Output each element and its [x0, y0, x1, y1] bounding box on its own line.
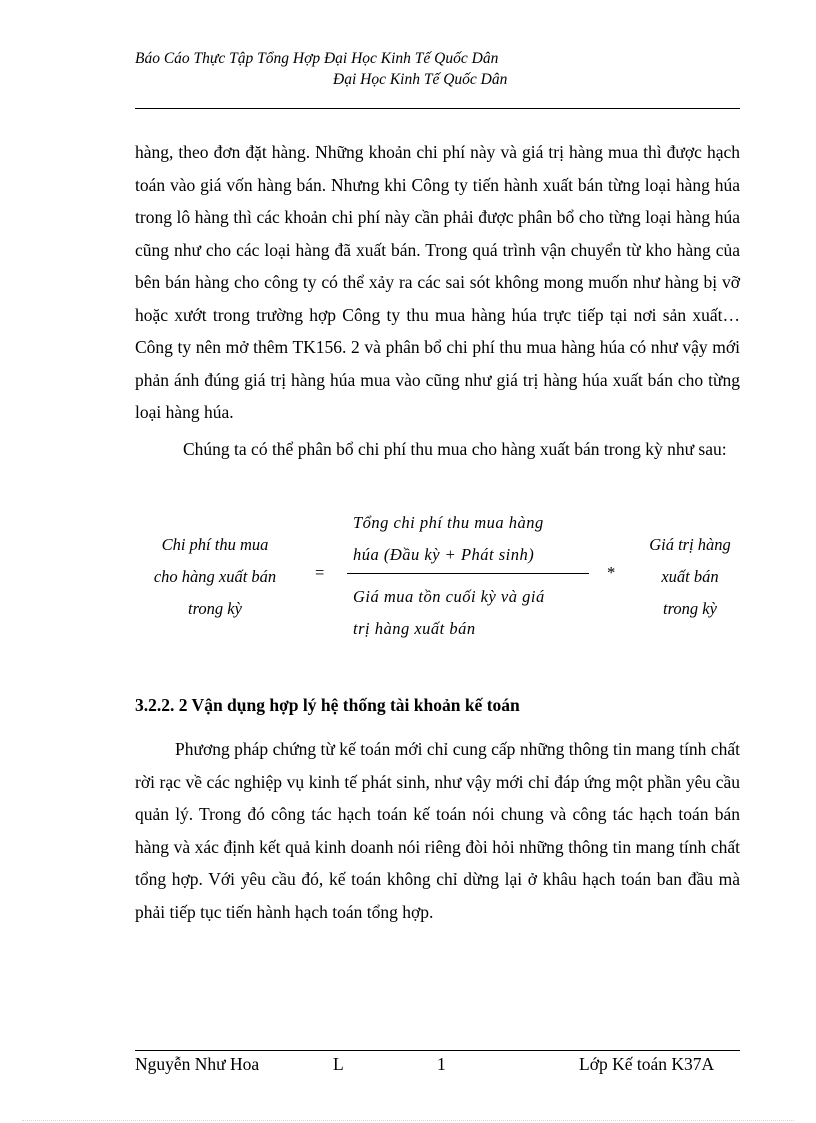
footer-divider: [135, 1050, 740, 1051]
paragraph-3: Phương pháp chứng từ kế toán mới chỉ cung cấp những thông tin mang tính chất rời rạc về các nghiệp vụ kinh tế phát sinh, như vậy mới chỉ đáp ứng một phần yêu cầu quản lý. Trong đó công tác hạch toán kế toán nói chung và công tác hạch toán bán hàng và xác định kết quả kinh doanh nói riêng đòi hỏi những thông tin mang tính chất tổng hợp. Với yêu cầu đó, kế toán không chỉ dừng lại ở khâu hạch toán ban đầu mà phải tiếp tục tiến hành hạch toán tổng hợp.: [135, 739, 740, 922]
paragraph-2: Chúng ta có thể phân bổ chi phí thu mua cho hàng xuất bán trong kỳ như sau:: [183, 439, 727, 459]
allocation-formula: [135, 505, 740, 645]
page-number: 1: [437, 1054, 446, 1074]
formula-left-line-1: Chi phí thu mua: [161, 535, 269, 554]
formula-left-line-3: trong kỳ: [188, 599, 242, 618]
page-header: [135, 48, 740, 90]
formula-denominator: [353, 581, 593, 645]
formula-fraction-bar: [347, 573, 589, 574]
formula-left-line-2: cho hàng xuất bán: [153, 567, 277, 586]
formula-numerator-line-1: Tổng chi phí thu mua hàng: [353, 513, 544, 532]
formula-equals-sign: =: [315, 563, 325, 582]
header-line-2: Đại Học Kinh Tế Quốc Dân: [333, 71, 508, 88]
formula-right-term: [635, 529, 745, 625]
formula-right-line-3: trong kỳ: [663, 599, 717, 618]
formula-right-line-2: xuất bán: [661, 567, 719, 586]
header-divider: [135, 108, 740, 109]
formula-numerator: [353, 507, 593, 571]
formula-left-term: [135, 529, 295, 625]
section-heading: 3.2.2. 2 Vận dụng hợp lý hệ thống tài khoản kế toán: [135, 695, 520, 715]
paragraph-1: hàng, theo đơn đặt hàng. Những khoản chi phí này và giá trị hàng mua thì được hạch toán vào giá vốn hàng bán. Nhưng khi Công ty tiến hành xuất bán từng loại hàng húa trong lô hàng thì các khoản chi phí này cần phải được phân bổ cho từng loại hàng húa cũng như cho các loại hàng đã xuất bán. Trong quá trình vận chuyển từ kho hàng của bên bán hàng cho công ty có thể xảy ra các sai sót không mong muốn như hàng bị vỡ hoặc xướt trong trường hợp Công ty thu mua hàng húa trực tiếp tại nơi sản xuất… Công ty nên mở thêm TK156. 2 và phân bổ chi phí thu mua hàng húa có như vậy mới phản ánh đúng giá trị hàng húa mua vào cũng như giá trị hàng húa xuất bán cho từng loại hàng húa.: [135, 142, 740, 422]
footer-class-name: Lớp Kế toán K37A: [579, 1054, 715, 1074]
footer-mid-mark: L: [333, 1054, 344, 1074]
formula-right-line-1: Giá trị hàng: [649, 535, 731, 554]
formula-numerator-line-2: húa (Đầu kỳ + Phát sinh): [353, 545, 535, 564]
formula-denominator-line-2: trị hàng xuất bán: [353, 619, 476, 638]
formula-multiply-sign: *: [607, 563, 616, 582]
formula-denominator-line-1: Giá mua tồn cuối kỳ và giá: [353, 587, 545, 606]
header-line-1: Báo Cáo Thực Tập Tổng Hợp Đại Học Kinh Tế Quốc Dân: [135, 50, 499, 67]
footer-author: Nguyễn Như Hoa: [135, 1054, 260, 1074]
bottom-dotted-edge: [22, 1120, 794, 1121]
